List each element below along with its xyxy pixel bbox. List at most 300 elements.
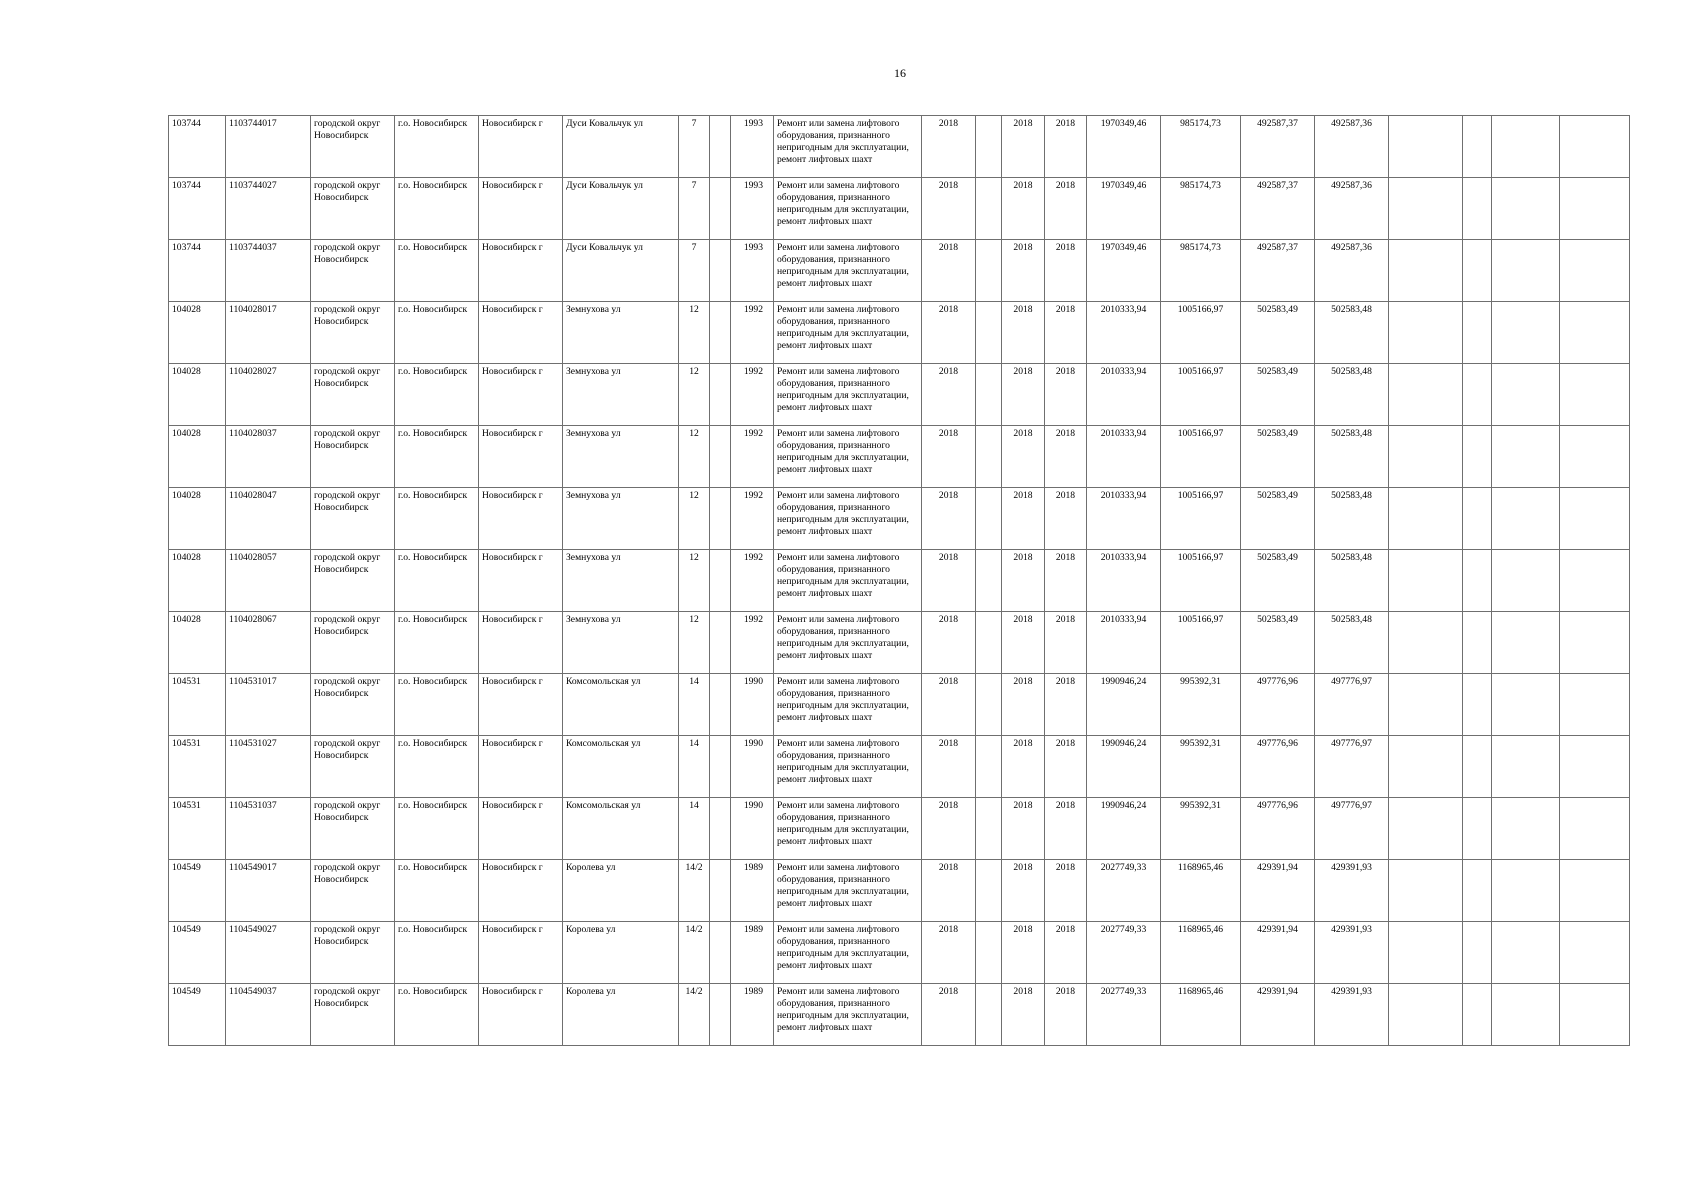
cell-total-cost: 1970349,46 xyxy=(1087,240,1161,302)
cell-empty-2 xyxy=(976,302,1002,364)
cell-empty-5 xyxy=(1492,426,1560,488)
cell-municipality: г.о. Новосибирск xyxy=(395,984,479,1046)
cell-empty-6 xyxy=(1560,674,1630,736)
cell-start-year: 2018 xyxy=(1002,612,1045,674)
cell-id: 104028 xyxy=(169,302,226,364)
cell-municipality: г.о. Новосибирск xyxy=(395,426,479,488)
cell-code: 1104028047 xyxy=(226,488,311,550)
cell-amount-3: 492587,36 xyxy=(1315,240,1389,302)
cell-city: Новосибирск г xyxy=(479,612,563,674)
cell-work-type: Ремонт или замена лифтового оборудования, признанного непригодным для эксплуатации, ремонт лифтовых шахт xyxy=(774,736,922,798)
cell-district: городской округ Новосибирск xyxy=(311,674,395,736)
cell-street: Земнухова ул xyxy=(563,426,679,488)
cell-plan-year: 2018 xyxy=(922,302,976,364)
table-row xyxy=(169,860,1630,922)
cell-build-year: 1989 xyxy=(731,860,774,922)
cell-empty-1 xyxy=(710,178,731,240)
cell-empty-1 xyxy=(710,984,731,1046)
cell-municipality: г.о. Новосибирск xyxy=(395,364,479,426)
cell-empty-4 xyxy=(1463,426,1492,488)
cell-code: 1103744017 xyxy=(226,116,311,178)
cell-empty-5 xyxy=(1492,860,1560,922)
cell-code: 1104549027 xyxy=(226,922,311,984)
cell-id: 104531 xyxy=(169,798,226,860)
cell-empty-3 xyxy=(1389,860,1463,922)
cell-empty-5 xyxy=(1492,612,1560,674)
cell-amount-2: 497776,96 xyxy=(1241,736,1315,798)
cell-house: 14 xyxy=(679,798,710,860)
cell-id: 103744 xyxy=(169,178,226,240)
cell-work-type: Ремонт или замена лифтового оборудования, признанного непригодным для эксплуатации, ремонт лифтовых шахт xyxy=(774,364,922,426)
cell-start-year: 2018 xyxy=(1002,736,1045,798)
cell-district: городской округ Новосибирск xyxy=(311,426,395,488)
cell-district: городской округ Новосибирск xyxy=(311,984,395,1046)
cell-empty-4 xyxy=(1463,550,1492,612)
cell-total-cost: 1990946,24 xyxy=(1087,736,1161,798)
cell-end-year: 2018 xyxy=(1045,674,1087,736)
cell-street: Королева ул xyxy=(563,984,679,1046)
cell-district: городской округ Новосибирск xyxy=(311,116,395,178)
cell-house: 14/2 xyxy=(679,922,710,984)
cell-amount-2: 502583,49 xyxy=(1241,426,1315,488)
cell-empty-3 xyxy=(1389,364,1463,426)
cell-build-year: 1989 xyxy=(731,922,774,984)
cell-municipality: г.о. Новосибирск xyxy=(395,488,479,550)
cell-work-type: Ремонт или замена лифтового оборудования, признанного непригодным для эксплуатации, ремонт лифтовых шахт xyxy=(774,488,922,550)
cell-house: 7 xyxy=(679,240,710,302)
cell-municipality: г.о. Новосибирск xyxy=(395,922,479,984)
cell-amount-1: 1168965,46 xyxy=(1161,922,1241,984)
cell-amount-1: 1005166,97 xyxy=(1161,550,1241,612)
cell-house: 12 xyxy=(679,364,710,426)
cell-work-type: Ремонт или замена лифтового оборудования, признанного непригодным для эксплуатации, ремонт лифтовых шахт xyxy=(774,426,922,488)
cell-end-year: 2018 xyxy=(1045,860,1087,922)
cell-end-year: 2018 xyxy=(1045,302,1087,364)
cell-plan-year: 2018 xyxy=(922,922,976,984)
cell-empty-2 xyxy=(976,922,1002,984)
cell-district: городской округ Новосибирск xyxy=(311,550,395,612)
cell-plan-year: 2018 xyxy=(922,240,976,302)
cell-house: 7 xyxy=(679,116,710,178)
cell-district: городской округ Новосибирск xyxy=(311,860,395,922)
cell-empty-3 xyxy=(1389,798,1463,860)
cell-empty-4 xyxy=(1463,240,1492,302)
cell-city: Новосибирск г xyxy=(479,364,563,426)
cell-total-cost: 2010333,94 xyxy=(1087,612,1161,674)
cell-amount-3: 502583,48 xyxy=(1315,612,1389,674)
cell-empty-5 xyxy=(1492,488,1560,550)
table-row xyxy=(169,922,1630,984)
cell-street: Дуси Ковальчук ул xyxy=(563,116,679,178)
cell-build-year: 1992 xyxy=(731,550,774,612)
cell-amount-1: 1168965,46 xyxy=(1161,984,1241,1046)
cell-amount-1: 995392,31 xyxy=(1161,674,1241,736)
cell-municipality: г.о. Новосибирск xyxy=(395,860,479,922)
cell-id: 104549 xyxy=(169,922,226,984)
cell-start-year: 2018 xyxy=(1002,984,1045,1046)
cell-empty-6 xyxy=(1560,240,1630,302)
cell-city: Новосибирск г xyxy=(479,240,563,302)
cell-total-cost: 2010333,94 xyxy=(1087,426,1161,488)
cell-amount-1: 1168965,46 xyxy=(1161,860,1241,922)
cell-municipality: г.о. Новосибирск xyxy=(395,736,479,798)
cell-id: 104028 xyxy=(169,364,226,426)
cell-municipality: г.о. Новосибирск xyxy=(395,178,479,240)
cell-amount-3: 429391,93 xyxy=(1315,984,1389,1046)
cell-empty-3 xyxy=(1389,302,1463,364)
cell-amount-3: 502583,48 xyxy=(1315,302,1389,364)
cell-amount-3: 429391,93 xyxy=(1315,922,1389,984)
cell-city: Новосибирск г xyxy=(479,922,563,984)
cell-total-cost: 1970349,46 xyxy=(1087,116,1161,178)
cell-plan-year: 2018 xyxy=(922,612,976,674)
cell-total-cost: 2027749,33 xyxy=(1087,922,1161,984)
cell-empty-2 xyxy=(976,798,1002,860)
cell-city: Новосибирск г xyxy=(479,736,563,798)
cell-end-year: 2018 xyxy=(1045,798,1087,860)
cell-empty-5 xyxy=(1492,984,1560,1046)
cell-id: 104028 xyxy=(169,550,226,612)
cell-empty-1 xyxy=(710,488,731,550)
cell-start-year: 2018 xyxy=(1002,798,1045,860)
cell-start-year: 2018 xyxy=(1002,426,1045,488)
cell-end-year: 2018 xyxy=(1045,178,1087,240)
cell-amount-2: 492587,37 xyxy=(1241,116,1315,178)
cell-city: Новосибирск г xyxy=(479,550,563,612)
cell-city: Новосибирск г xyxy=(479,178,563,240)
cell-total-cost: 2010333,94 xyxy=(1087,302,1161,364)
cell-code: 1103744037 xyxy=(226,240,311,302)
cell-total-cost: 2010333,94 xyxy=(1087,550,1161,612)
cell-street: Королева ул xyxy=(563,922,679,984)
cell-total-cost: 1990946,24 xyxy=(1087,798,1161,860)
cell-start-year: 2018 xyxy=(1002,116,1045,178)
cell-empty-5 xyxy=(1492,178,1560,240)
cell-empty-5 xyxy=(1492,674,1560,736)
cell-street: Комсомольская ул xyxy=(563,798,679,860)
cell-empty-5 xyxy=(1492,364,1560,426)
cell-start-year: 2018 xyxy=(1002,860,1045,922)
cell-end-year: 2018 xyxy=(1045,550,1087,612)
table-row xyxy=(169,302,1630,364)
cell-code: 1104028017 xyxy=(226,302,311,364)
cell-empty-3 xyxy=(1389,984,1463,1046)
cell-empty-4 xyxy=(1463,364,1492,426)
cell-code: 1104549017 xyxy=(226,860,311,922)
cell-plan-year: 2018 xyxy=(922,178,976,240)
cell-empty-2 xyxy=(976,116,1002,178)
cell-district: городской округ Новосибирск xyxy=(311,612,395,674)
cell-street: Королева ул xyxy=(563,860,679,922)
cell-code: 1104028037 xyxy=(226,426,311,488)
cell-empty-6 xyxy=(1560,984,1630,1046)
cell-empty-4 xyxy=(1463,736,1492,798)
cell-empty-2 xyxy=(976,860,1002,922)
cell-municipality: г.о. Новосибирск xyxy=(395,674,479,736)
cell-city: Новосибирск г xyxy=(479,488,563,550)
cell-amount-2: 502583,49 xyxy=(1241,302,1315,364)
cell-empty-3 xyxy=(1389,178,1463,240)
cell-empty-4 xyxy=(1463,116,1492,178)
cell-amount-1: 1005166,97 xyxy=(1161,612,1241,674)
cell-end-year: 2018 xyxy=(1045,922,1087,984)
cell-start-year: 2018 xyxy=(1002,302,1045,364)
cell-build-year: 1990 xyxy=(731,798,774,860)
cell-amount-2: 502583,49 xyxy=(1241,364,1315,426)
cell-end-year: 2018 xyxy=(1045,240,1087,302)
cell-amount-3: 492587,36 xyxy=(1315,116,1389,178)
cell-empty-6 xyxy=(1560,860,1630,922)
cell-code: 1104028027 xyxy=(226,364,311,426)
cell-empty-3 xyxy=(1389,116,1463,178)
cell-empty-1 xyxy=(710,364,731,426)
cell-empty-2 xyxy=(976,488,1002,550)
cell-empty-3 xyxy=(1389,922,1463,984)
cell-plan-year: 2018 xyxy=(922,674,976,736)
cell-house: 12 xyxy=(679,550,710,612)
cell-id: 104549 xyxy=(169,860,226,922)
table-row xyxy=(169,674,1630,736)
cell-amount-1: 985174,73 xyxy=(1161,240,1241,302)
cell-total-cost: 2027749,33 xyxy=(1087,860,1161,922)
cell-build-year: 1993 xyxy=(731,240,774,302)
cell-street: Земнухова ул xyxy=(563,488,679,550)
cell-empty-1 xyxy=(710,612,731,674)
table-body xyxy=(169,116,1630,1046)
cell-district: городской округ Новосибирск xyxy=(311,178,395,240)
cell-start-year: 2018 xyxy=(1002,178,1045,240)
cell-code: 1103744027 xyxy=(226,178,311,240)
cell-end-year: 2018 xyxy=(1045,612,1087,674)
cell-empty-1 xyxy=(710,426,731,488)
cell-code: 1104531027 xyxy=(226,736,311,798)
cell-house: 14 xyxy=(679,674,710,736)
cell-street: Земнухова ул xyxy=(563,302,679,364)
cell-municipality: г.о. Новосибирск xyxy=(395,116,479,178)
cell-id: 104028 xyxy=(169,612,226,674)
cell-id: 104549 xyxy=(169,984,226,1046)
cell-empty-4 xyxy=(1463,488,1492,550)
cell-code: 1104028057 xyxy=(226,550,311,612)
cell-empty-1 xyxy=(710,736,731,798)
cell-empty-5 xyxy=(1492,116,1560,178)
cell-end-year: 2018 xyxy=(1045,426,1087,488)
cell-amount-1: 995392,31 xyxy=(1161,798,1241,860)
cell-plan-year: 2018 xyxy=(922,116,976,178)
cell-plan-year: 2018 xyxy=(922,860,976,922)
cell-district: городской округ Новосибирск xyxy=(311,364,395,426)
cell-municipality: г.о. Новосибирск xyxy=(395,550,479,612)
cell-amount-2: 492587,37 xyxy=(1241,178,1315,240)
cell-district: городской округ Новосибирск xyxy=(311,240,395,302)
cell-empty-4 xyxy=(1463,860,1492,922)
cell-empty-1 xyxy=(710,798,731,860)
cell-empty-4 xyxy=(1463,798,1492,860)
cell-house: 7 xyxy=(679,178,710,240)
cell-empty-5 xyxy=(1492,240,1560,302)
cell-work-type: Ремонт или замена лифтового оборудования, признанного непригодным для эксплуатации, ремонт лифтовых шахт xyxy=(774,116,922,178)
table-row xyxy=(169,798,1630,860)
cell-street: Комсомольская ул xyxy=(563,674,679,736)
cell-plan-year: 2018 xyxy=(922,798,976,860)
cell-work-type: Ремонт или замена лифтового оборудования, признанного непригодным для эксплуатации, ремонт лифтовых шахт xyxy=(774,178,922,240)
cell-build-year: 1990 xyxy=(731,674,774,736)
cell-empty-6 xyxy=(1560,798,1630,860)
cell-amount-3: 502583,48 xyxy=(1315,364,1389,426)
cell-street: Дуси Ковальчук ул xyxy=(563,178,679,240)
cell-empty-2 xyxy=(976,426,1002,488)
cell-street: Земнухова ул xyxy=(563,612,679,674)
cell-empty-2 xyxy=(976,736,1002,798)
cell-amount-3: 492587,36 xyxy=(1315,178,1389,240)
cell-code: 1104531017 xyxy=(226,674,311,736)
cell-district: городской округ Новосибирск xyxy=(311,302,395,364)
cell-empty-2 xyxy=(976,550,1002,612)
cell-amount-2: 497776,96 xyxy=(1241,798,1315,860)
cell-empty-6 xyxy=(1560,736,1630,798)
cell-street: Земнухова ул xyxy=(563,550,679,612)
cell-id: 103744 xyxy=(169,240,226,302)
cell-end-year: 2018 xyxy=(1045,116,1087,178)
cell-work-type: Ремонт или замена лифтового оборудования, признанного непригодным для эксплуатации, ремонт лифтовых шахт xyxy=(774,550,922,612)
cell-empty-5 xyxy=(1492,922,1560,984)
table-row xyxy=(169,736,1630,798)
cell-build-year: 1992 xyxy=(731,302,774,364)
cell-empty-6 xyxy=(1560,302,1630,364)
cell-build-year: 1992 xyxy=(731,488,774,550)
cell-empty-1 xyxy=(710,922,731,984)
cell-empty-1 xyxy=(710,302,731,364)
cell-plan-year: 2018 xyxy=(922,426,976,488)
table-row xyxy=(169,488,1630,550)
cell-empty-6 xyxy=(1560,116,1630,178)
cell-start-year: 2018 xyxy=(1002,550,1045,612)
cell-street: Земнухова ул xyxy=(563,364,679,426)
cell-empty-4 xyxy=(1463,674,1492,736)
cell-empty-6 xyxy=(1560,178,1630,240)
cell-house: 12 xyxy=(679,302,710,364)
cell-street: Комсомольская ул xyxy=(563,736,679,798)
cell-empty-5 xyxy=(1492,736,1560,798)
cell-empty-5 xyxy=(1492,798,1560,860)
cell-district: городской округ Новосибирск xyxy=(311,488,395,550)
cell-id: 104531 xyxy=(169,674,226,736)
cell-end-year: 2018 xyxy=(1045,364,1087,426)
cell-work-type: Ремонт или замена лифтового оборудования, признанного непригодным для эксплуатации, ремонт лифтовых шахт xyxy=(774,860,922,922)
cell-empty-3 xyxy=(1389,550,1463,612)
cell-amount-2: 502583,49 xyxy=(1241,612,1315,674)
cell-amount-3: 497776,97 xyxy=(1315,798,1389,860)
cell-empty-3 xyxy=(1389,488,1463,550)
cell-amount-2: 497776,96 xyxy=(1241,674,1315,736)
cell-empty-3 xyxy=(1389,736,1463,798)
cell-start-year: 2018 xyxy=(1002,240,1045,302)
cell-build-year: 1992 xyxy=(731,612,774,674)
cell-code: 1104549037 xyxy=(226,984,311,1046)
cell-city: Новосибирск г xyxy=(479,860,563,922)
table-row xyxy=(169,984,1630,1046)
table-row xyxy=(169,178,1630,240)
cell-amount-1: 1005166,97 xyxy=(1161,364,1241,426)
cell-municipality: г.о. Новосибирск xyxy=(395,240,479,302)
cell-empty-2 xyxy=(976,612,1002,674)
cell-empty-5 xyxy=(1492,302,1560,364)
cell-house: 14 xyxy=(679,736,710,798)
cell-build-year: 1989 xyxy=(731,984,774,1046)
cell-amount-2: 429391,94 xyxy=(1241,984,1315,1046)
table-row xyxy=(169,240,1630,302)
cell-house: 12 xyxy=(679,612,710,674)
cell-amount-3: 497776,97 xyxy=(1315,674,1389,736)
cell-empty-4 xyxy=(1463,984,1492,1046)
cell-empty-1 xyxy=(710,674,731,736)
cell-build-year: 1992 xyxy=(731,364,774,426)
cell-empty-4 xyxy=(1463,302,1492,364)
cell-empty-5 xyxy=(1492,550,1560,612)
cell-total-cost: 1970349,46 xyxy=(1087,178,1161,240)
cell-start-year: 2018 xyxy=(1002,364,1045,426)
cell-amount-3: 502583,48 xyxy=(1315,426,1389,488)
cell-amount-2: 502583,49 xyxy=(1241,488,1315,550)
cell-plan-year: 2018 xyxy=(922,488,976,550)
cell-amount-1: 985174,73 xyxy=(1161,178,1241,240)
cell-empty-2 xyxy=(976,178,1002,240)
cell-empty-2 xyxy=(976,240,1002,302)
cell-city: Новосибирск г xyxy=(479,116,563,178)
cell-empty-6 xyxy=(1560,922,1630,984)
cell-total-cost: 2027749,33 xyxy=(1087,984,1161,1046)
cell-city: Новосибирск г xyxy=(479,674,563,736)
cell-plan-year: 2018 xyxy=(922,984,976,1046)
cell-id: 104531 xyxy=(169,736,226,798)
cell-empty-1 xyxy=(710,550,731,612)
cell-empty-6 xyxy=(1560,364,1630,426)
cell-total-cost: 1990946,24 xyxy=(1087,674,1161,736)
cell-code: 1104028067 xyxy=(226,612,311,674)
cell-empty-1 xyxy=(710,860,731,922)
cell-empty-1 xyxy=(710,240,731,302)
cell-total-cost: 2010333,94 xyxy=(1087,488,1161,550)
cell-end-year: 2018 xyxy=(1045,736,1087,798)
cell-id: 104028 xyxy=(169,426,226,488)
cell-id: 104028 xyxy=(169,488,226,550)
cell-amount-3: 429391,93 xyxy=(1315,860,1389,922)
cell-id: 103744 xyxy=(169,116,226,178)
cell-city: Новосибирск г xyxy=(479,984,563,1046)
cell-amount-2: 492587,37 xyxy=(1241,240,1315,302)
table-row xyxy=(169,550,1630,612)
cell-amount-1: 995392,31 xyxy=(1161,736,1241,798)
cell-end-year: 2018 xyxy=(1045,984,1087,1046)
table-row xyxy=(169,612,1630,674)
cell-build-year: 1992 xyxy=(731,426,774,488)
cell-work-type: Ремонт или замена лифтового оборудования, признанного непригодным для эксплуатации, ремонт лифтовых шахт xyxy=(774,612,922,674)
cell-amount-3: 497776,97 xyxy=(1315,736,1389,798)
cell-amount-2: 429391,94 xyxy=(1241,860,1315,922)
cell-empty-6 xyxy=(1560,426,1630,488)
cell-empty-3 xyxy=(1389,674,1463,736)
cell-district: городской округ Новосибирск xyxy=(311,736,395,798)
cell-code: 1104531037 xyxy=(226,798,311,860)
cell-plan-year: 2018 xyxy=(922,364,976,426)
cell-empty-3 xyxy=(1389,612,1463,674)
cell-start-year: 2018 xyxy=(1002,674,1045,736)
cell-amount-1: 985174,73 xyxy=(1161,116,1241,178)
cell-empty-6 xyxy=(1560,550,1630,612)
cell-city: Новосибирск г xyxy=(479,798,563,860)
cell-amount-3: 502583,48 xyxy=(1315,550,1389,612)
cell-empty-3 xyxy=(1389,240,1463,302)
